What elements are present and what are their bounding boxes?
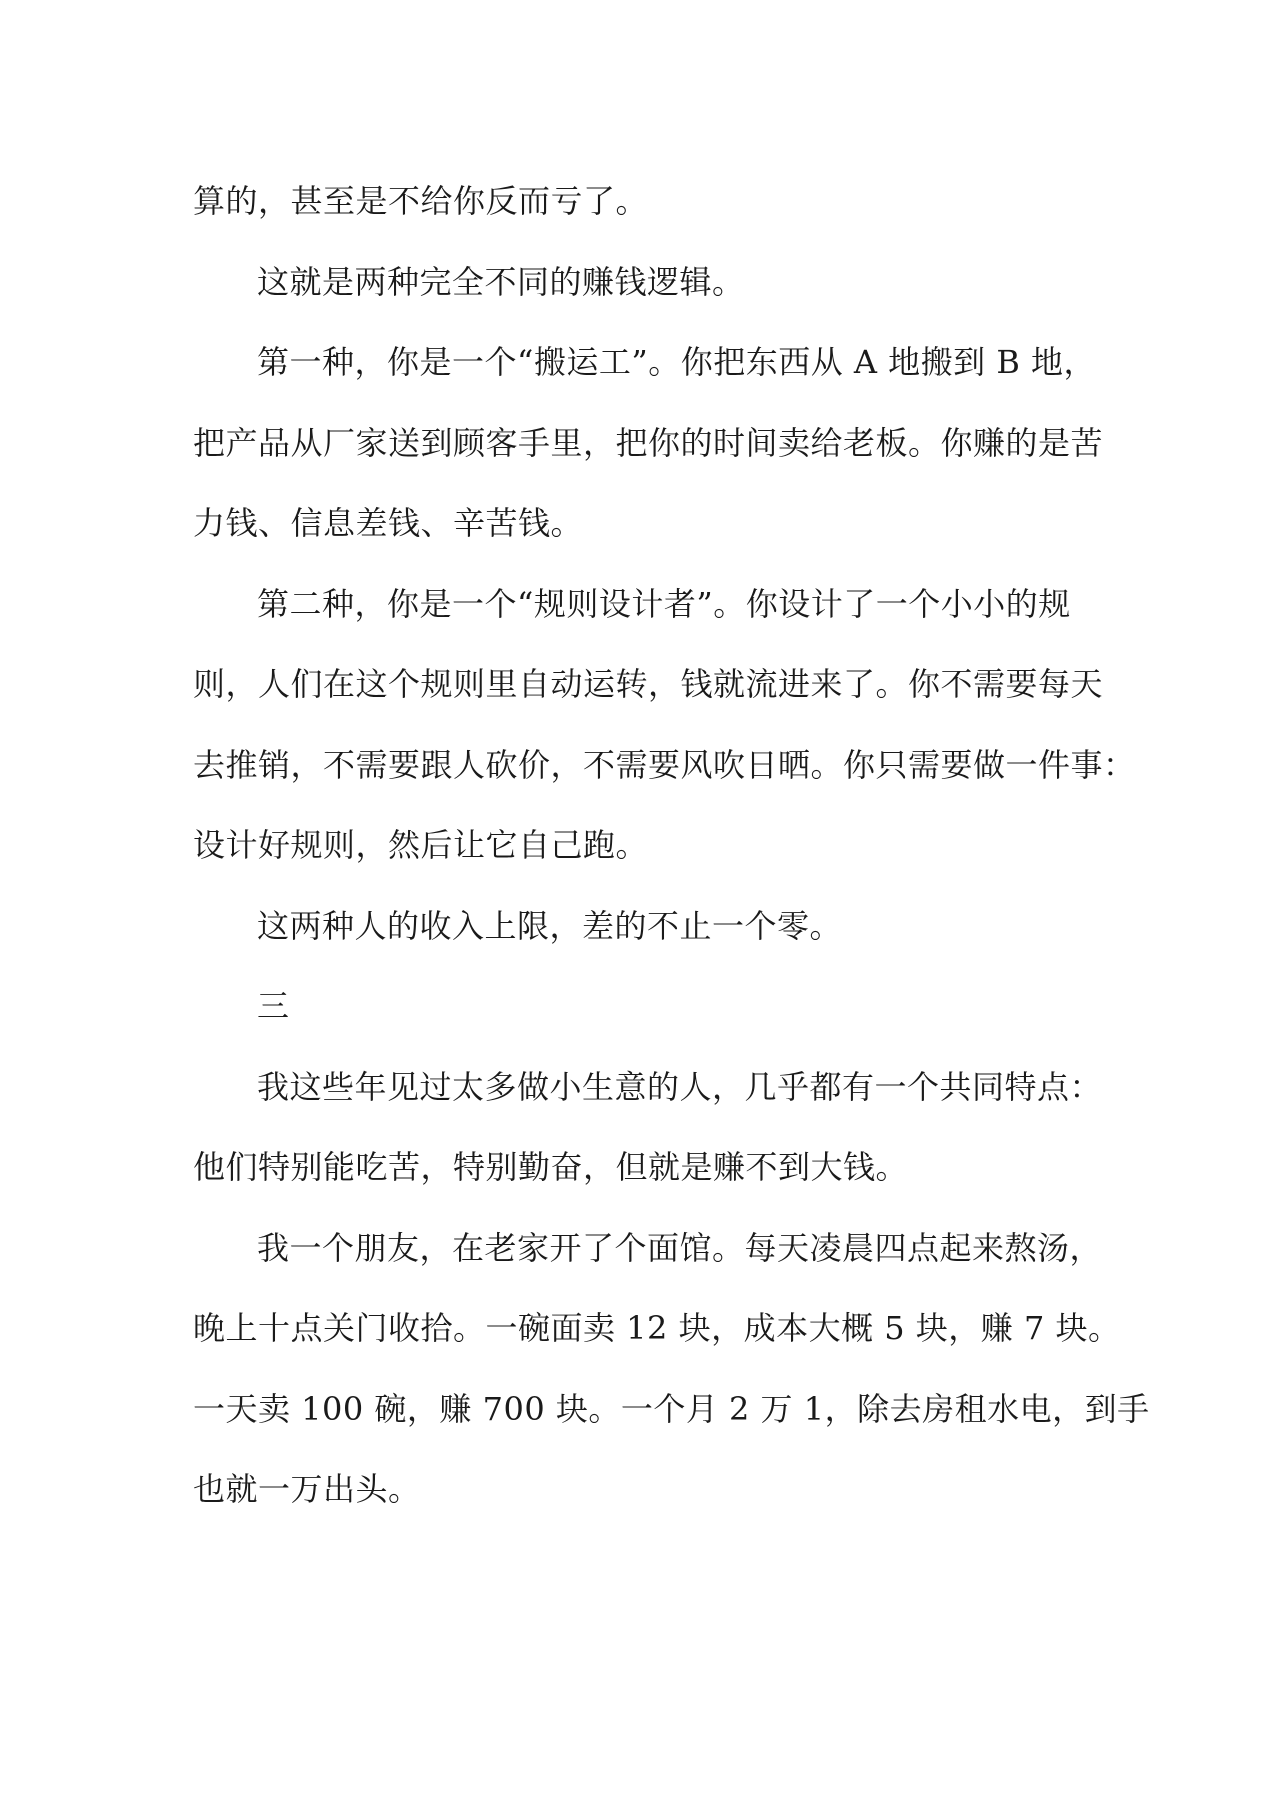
paragraph-6 [193,1047,1103,1208]
body-text [193,161,1150,1530]
text-line: 第一种，你是一个“搬运工”。你把东西从 A 地搬到 B 地， [257,343,1097,381]
text-line: 则，人们在这个规则里自动运转，钱就流进来了。你不需要每天 [193,665,1104,703]
text-line: 也就一万出头。 [193,1470,421,1508]
paragraph-2 [193,242,1093,323]
text-line: 这两种人的收入上限，差的不止一个零。 [257,906,843,945]
text-line: 第二种，你是一个“规则设计者”。你设计了一个小小的规 [257,584,1071,623]
text-line: 这就是两种完全不同的赚钱逻辑。 [257,262,745,301]
text-line: 力钱、信息差钱、辛苦钱。 [193,504,584,542]
text-line: 我这些年见过太多做小生意的人，几乎都有一个共同特点： [257,1067,1103,1106]
text-line: 晚上十点关门收拾。一碗面卖 12 块，成本大概 5 块，赚 7 块。 [193,1309,1121,1347]
text-line: 去推销，不需要跟人砍价，不需要风吹日晒。你只需要做一件事： [193,745,1136,784]
paragraph-4 [193,564,1136,886]
paragraph-7 [193,1208,1150,1530]
paragraph-3 [193,322,1104,564]
text-line: 三 [257,987,290,1025]
text-line: 他们特别能吃苦，特别勤奋，但就是赚不到大钱。 [193,1148,909,1186]
text-line: 一天卖 100 碗，赚 700 块。一个月 2 万 1，除去房租水电，到手 [193,1389,1150,1428]
text-line: 把产品从厂家送到顾客手里，把你的时间卖给老板。你赚的是苦 [193,423,1104,462]
text-line: 算的，甚至是不给你反而亏了。 [193,182,649,220]
paragraph-1 [193,161,1093,242]
text-line: 设计好规则，然后让它自己跑。 [193,826,649,864]
paragraph-5 [193,886,1093,967]
section-heading [193,966,1093,1047]
text-line: 我一个朋友，在老家开了个面馆。每天凌晨四点起来熬汤， [257,1228,1103,1267]
